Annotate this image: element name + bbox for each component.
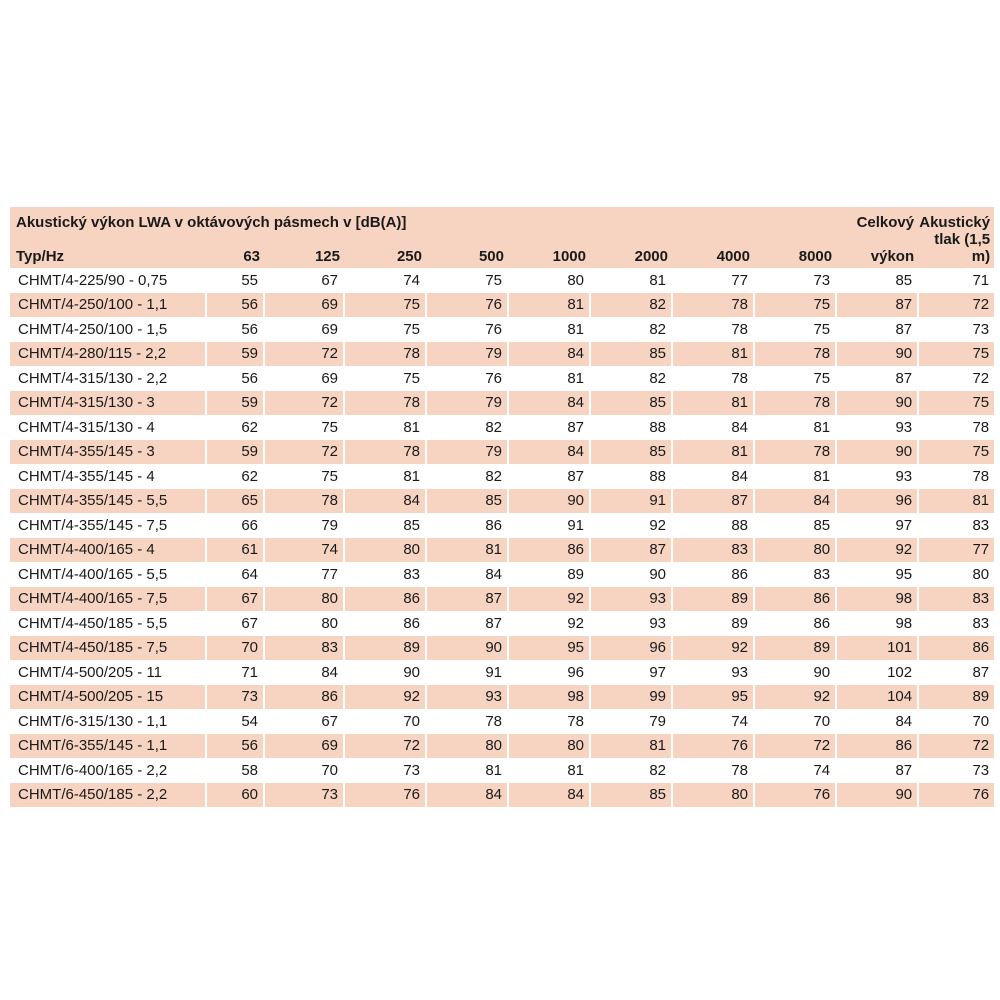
cell-lwa-2000: 90 (590, 562, 672, 587)
cell-lwa-63: 66 (206, 513, 264, 538)
cell-lwa-2000: 99 (590, 685, 672, 710)
freq-header-63: 63 (206, 231, 264, 268)
cell-lwa-125: 75 (264, 464, 344, 489)
cell-lwa-1000: 84 (508, 440, 590, 465)
cell-lwa-2000: 82 (590, 366, 672, 391)
table-row (10, 562, 994, 587)
cell-lwa-8000: 78 (754, 440, 836, 465)
cell-type: CHMT/4-280/115 - 2,2 (10, 342, 206, 367)
cell-lwa-2000: 85 (590, 440, 672, 465)
cell-lwa-8000: 90 (754, 660, 836, 685)
cell-lwa-8000: 75 (754, 293, 836, 318)
table-row (10, 660, 994, 685)
cell-type: CHMT/4-250/100 - 1,1 (10, 293, 206, 318)
cell-lwa-250: 72 (344, 734, 426, 759)
cell-lwa-4000: 77 (672, 268, 754, 293)
cell-lwa-8000: 83 (754, 562, 836, 587)
cell-lwa-1000: 95 (508, 636, 590, 661)
cell-total-power: 93 (836, 415, 918, 440)
cell-lwa-2000: 85 (590, 391, 672, 416)
cell-lwa-1000: 96 (508, 660, 590, 685)
cell-lwa-8000: 73 (754, 268, 836, 293)
table-row (10, 513, 994, 538)
cell-sound-pressure: 73 (918, 317, 994, 342)
cell-lwa-250: 70 (344, 709, 426, 734)
cell-lwa-63: 59 (206, 391, 264, 416)
cell-type: CHMT/4-400/165 - 5,5 (18, 565, 168, 583)
cell-lwa-125: 73 (264, 783, 344, 808)
cell-lwa-2000: 81 (590, 268, 672, 293)
cell-lwa-63: 65 (206, 489, 264, 514)
cell-sound-pressure: 75 (918, 342, 994, 367)
cell-lwa-125: 69 (264, 293, 344, 318)
freq-header-500: 500 (426, 231, 508, 268)
cell-lwa-500: 80 (426, 734, 508, 759)
cell-total-power: 90 (836, 440, 918, 465)
cell-lwa-250: 85 (344, 513, 426, 538)
cell-lwa-4000: 78 (672, 366, 754, 391)
cell-lwa-63: 54 (206, 709, 264, 734)
cell-total-power: 97 (836, 513, 918, 538)
cell-sound-pressure: 70 (918, 709, 994, 734)
cell-sound-pressure: 83 (918, 513, 994, 538)
cell-total-power: 96 (836, 489, 918, 514)
cell-lwa-8000: 81 (754, 464, 836, 489)
table-row (10, 489, 994, 514)
cell-total-power: 95 (836, 562, 918, 587)
table-row (10, 709, 994, 734)
cell-lwa-1000: 86 (508, 538, 590, 563)
freq-header-2000: 2000 (590, 231, 672, 268)
cell-lwa-250: 89 (344, 636, 426, 661)
table-row (10, 587, 994, 612)
cell-total-power: 98 (836, 611, 918, 636)
cell-lwa-63: 56 (206, 366, 264, 391)
cell-lwa-250: 86 (344, 587, 426, 612)
cell-lwa-8000: 75 (754, 366, 836, 391)
table-row (10, 685, 994, 710)
cell-lwa-2000: 85 (590, 783, 672, 808)
cell-lwa-1000: 92 (508, 611, 590, 636)
cell-lwa-500: 81 (426, 758, 508, 783)
column-header-row (10, 231, 994, 268)
table-row (10, 268, 994, 293)
cell-lwa-63: 56 (206, 734, 264, 759)
cell-lwa-1000: 87 (508, 415, 590, 440)
cell-lwa-63: 67 (206, 611, 264, 636)
cell-lwa-63: 67 (206, 587, 264, 612)
cell-lwa-4000: 81 (672, 440, 754, 465)
cell-sound-pressure: 86 (918, 636, 994, 661)
cell-lwa-250: 83 (344, 562, 426, 587)
cell-lwa-125: 72 (264, 342, 344, 367)
cell-lwa-63: 55 (206, 268, 264, 293)
cell-lwa-250: 74 (344, 268, 426, 293)
cell-lwa-125: 72 (264, 440, 344, 465)
cell-lwa-500: 76 (426, 317, 508, 342)
cell-sound-pressure: 80 (918, 562, 994, 587)
cell-lwa-2000: 93 (590, 611, 672, 636)
cell-lwa-4000: 78 (672, 293, 754, 318)
cell-lwa-500: 76 (426, 293, 508, 318)
cell-lwa-1000: 80 (508, 268, 590, 293)
cell-sound-pressure: 76 (918, 783, 994, 808)
cell-lwa-4000: 78 (672, 317, 754, 342)
cell-lwa-2000: 92 (590, 513, 672, 538)
cell-lwa-8000: 89 (754, 636, 836, 661)
cell-total-power: 101 (836, 636, 918, 661)
cell-total-power: 98 (836, 587, 918, 612)
cell-lwa-500: 79 (426, 391, 508, 416)
cell-lwa-4000: 87 (672, 489, 754, 514)
cell-lwa-8000: 72 (754, 734, 836, 759)
cell-lwa-125: 79 (264, 513, 344, 538)
freq-header-250: 250 (344, 231, 426, 268)
cell-lwa-8000: 92 (754, 685, 836, 710)
cell-lwa-125: 74 (264, 538, 344, 563)
cell-sound-pressure: 72 (918, 366, 994, 391)
table-row (10, 293, 994, 318)
freq-header-1000: 1000 (508, 231, 590, 268)
cell-lwa-250: 81 (344, 464, 426, 489)
cell-sound-pressure: 83 (918, 587, 994, 612)
cell-lwa-500: 82 (426, 464, 508, 489)
cell-lwa-4000: 84 (672, 464, 754, 489)
cell-lwa-1000: 78 (508, 709, 590, 734)
cell-lwa-2000: 82 (590, 317, 672, 342)
table-row (10, 391, 994, 416)
cell-total-power: 86 (836, 734, 918, 759)
cell-lwa-4000: 95 (672, 685, 754, 710)
cell-lwa-1000: 87 (508, 464, 590, 489)
cell-lwa-8000: 86 (754, 611, 836, 636)
cell-lwa-63: 70 (206, 636, 264, 661)
cell-lwa-250: 75 (344, 317, 426, 342)
cell-total-power: 92 (836, 538, 918, 563)
table-title: Akustický výkon LWA v oktávových pásmech v [dB(A)] (10, 207, 836, 231)
table-row (10, 317, 994, 342)
cell-sound-pressure: 71 (918, 268, 994, 293)
cell-lwa-63: 61 (206, 538, 264, 563)
cell-lwa-125: 69 (264, 317, 344, 342)
cell-lwa-4000: 74 (672, 709, 754, 734)
table-row (10, 636, 994, 661)
cell-lwa-4000: 89 (672, 611, 754, 636)
cell-sound-pressure: 77 (918, 538, 994, 563)
cell-lwa-1000: 80 (508, 734, 590, 759)
cell-type: CHMT/4-400/165 - 7,5 (10, 587, 206, 612)
cell-lwa-125: 69 (264, 366, 344, 391)
cell-lwa-4000: 92 (672, 636, 754, 661)
cell-lwa-500: 87 (426, 587, 508, 612)
cell-lwa-500: 79 (426, 440, 508, 465)
cell-lwa-63: 60 (206, 783, 264, 808)
cell-sound-pressure: 81 (918, 489, 994, 514)
cell-lwa-125: 72 (264, 391, 344, 416)
table-row (10, 366, 994, 391)
cell-type: CHMT/4-450/185 - 5,5 (18, 614, 168, 632)
table-row (10, 758, 994, 783)
freq-header-4000: 4000 (672, 231, 754, 268)
cell-lwa-250: 81 (344, 415, 426, 440)
cell-lwa-63: 58 (206, 758, 264, 783)
cell-lwa-8000: 86 (754, 587, 836, 612)
cell-type: CHMT/4-500/205 - 15 (10, 685, 206, 710)
cell-lwa-63: 71 (206, 660, 264, 685)
cell-type: CHMT/4-225/90 - 0,75 (18, 271, 168, 289)
cell-total-power: 102 (836, 660, 918, 685)
cell-lwa-1000: 84 (508, 391, 590, 416)
cell-lwa-8000: 75 (754, 317, 836, 342)
cell-lwa-500: 75 (426, 268, 508, 293)
cell-type: CHMT/4-355/145 - 7,5 (18, 516, 168, 534)
table-row (10, 415, 994, 440)
cell-lwa-63: 56 (206, 293, 264, 318)
cell-lwa-500: 93 (426, 685, 508, 710)
cell-total-power: 87 (836, 366, 918, 391)
cell-type: CHMT/4-355/145 - 3 (10, 440, 206, 465)
cell-lwa-125: 67 (264, 268, 344, 293)
cell-total-power: 87 (836, 317, 918, 342)
cell-lwa-63: 59 (206, 440, 264, 465)
cell-lwa-1000: 90 (508, 489, 590, 514)
cell-lwa-2000: 82 (590, 758, 672, 783)
cell-lwa-4000: 83 (672, 538, 754, 563)
cell-lwa-8000: 78 (754, 391, 836, 416)
type-hz-header: Typ/Hz (10, 231, 206, 268)
cell-lwa-4000: 89 (672, 587, 754, 612)
cell-sound-pressure: 78 (918, 464, 994, 489)
cell-lwa-4000: 81 (672, 391, 754, 416)
cell-lwa-250: 80 (344, 538, 426, 563)
cell-type: CHMT/4-450/185 - 7,5 (10, 636, 206, 661)
freq-header-8000: 8000 (754, 231, 836, 268)
cell-lwa-125: 77 (264, 562, 344, 587)
cell-lwa-250: 78 (344, 440, 426, 465)
cell-lwa-125: 78 (264, 489, 344, 514)
cell-lwa-8000: 81 (754, 415, 836, 440)
cell-lwa-1000: 92 (508, 587, 590, 612)
cell-sound-pressure: 75 (918, 391, 994, 416)
cell-total-power: 104 (836, 685, 918, 710)
cell-lwa-125: 84 (264, 660, 344, 685)
cell-lwa-250: 90 (344, 660, 426, 685)
table-title-row (10, 207, 994, 231)
cell-type: CHMT/6-355/145 - 1,1 (10, 734, 206, 759)
pressure-header-line1: Akustický (918, 207, 994, 231)
cell-type: CHMT/4-355/145 - 5,5 (10, 489, 206, 514)
cell-lwa-2000: 88 (590, 464, 672, 489)
cell-total-power: 90 (836, 391, 918, 416)
cell-lwa-2000: 79 (590, 709, 672, 734)
cell-lwa-2000: 93 (590, 587, 672, 612)
table-row (10, 611, 994, 636)
cell-total-power: 87 (836, 758, 918, 783)
total-power-header-line2: výkon (836, 231, 918, 268)
cell-lwa-1000: 98 (508, 685, 590, 710)
cell-lwa-8000: 85 (754, 513, 836, 538)
cell-type: CHMT/4-500/205 - 11 (18, 663, 162, 681)
cell-lwa-250: 75 (344, 293, 426, 318)
cell-total-power: 87 (836, 293, 918, 318)
cell-type: CHMT/4-355/145 - 4 (18, 467, 155, 485)
cell-sound-pressure: 87 (918, 660, 994, 685)
cell-lwa-500: 79 (426, 342, 508, 367)
cell-sound-pressure: 73 (918, 758, 994, 783)
cell-lwa-250: 86 (344, 611, 426, 636)
cell-lwa-500: 84 (426, 783, 508, 808)
cell-lwa-4000: 88 (672, 513, 754, 538)
table-row (10, 538, 994, 563)
cell-lwa-1000: 81 (508, 293, 590, 318)
cell-lwa-500: 86 (426, 513, 508, 538)
cell-sound-pressure: 83 (918, 611, 994, 636)
cell-lwa-500: 76 (426, 366, 508, 391)
cell-lwa-250: 92 (344, 685, 426, 710)
cell-lwa-500: 90 (426, 636, 508, 661)
cell-lwa-1000: 91 (508, 513, 590, 538)
cell-lwa-250: 76 (344, 783, 426, 808)
table-row (10, 783, 994, 808)
cell-lwa-125: 69 (264, 734, 344, 759)
cell-type: CHMT/6-315/130 - 1,1 (18, 712, 168, 730)
cell-type: CHMT/4-315/130 - 3 (10, 391, 206, 416)
cell-lwa-8000: 74 (754, 758, 836, 783)
cell-lwa-250: 78 (344, 342, 426, 367)
cell-lwa-63: 56 (206, 317, 264, 342)
cell-sound-pressure: 72 (918, 293, 994, 318)
cell-lwa-8000: 84 (754, 489, 836, 514)
cell-lwa-4000: 81 (672, 342, 754, 367)
cell-sound-pressure: 89 (918, 685, 994, 710)
cell-lwa-1000: 81 (508, 317, 590, 342)
acoustic-power-table (10, 207, 994, 807)
table-row (10, 464, 994, 489)
cell-total-power: 84 (836, 709, 918, 734)
cell-lwa-8000: 70 (754, 709, 836, 734)
freq-header-125: 125 (264, 231, 344, 268)
cell-lwa-500: 87 (426, 611, 508, 636)
cell-total-power: 93 (836, 464, 918, 489)
cell-lwa-500: 82 (426, 415, 508, 440)
cell-lwa-1000: 84 (508, 342, 590, 367)
cell-total-power: 90 (836, 783, 918, 808)
cell-lwa-500: 91 (426, 660, 508, 685)
cell-type: CHMT/4-400/165 - 4 (10, 538, 206, 563)
cell-lwa-500: 81 (426, 538, 508, 563)
cell-lwa-500: 84 (426, 562, 508, 587)
cell-lwa-2000: 85 (590, 342, 672, 367)
cell-type: CHMT/6-400/165 - 2,2 (18, 761, 168, 779)
table-row (10, 342, 994, 367)
cell-lwa-1000: 89 (508, 562, 590, 587)
cell-lwa-4000: 76 (672, 734, 754, 759)
cell-lwa-63: 62 (206, 464, 264, 489)
cell-lwa-500: 85 (426, 489, 508, 514)
cell-lwa-250: 84 (344, 489, 426, 514)
cell-total-power: 85 (836, 268, 918, 293)
cell-lwa-500: 78 (426, 709, 508, 734)
cell-lwa-8000: 76 (754, 783, 836, 808)
cell-lwa-250: 75 (344, 366, 426, 391)
cell-lwa-8000: 78 (754, 342, 836, 367)
cell-lwa-1000: 84 (508, 783, 590, 808)
cell-lwa-4000: 86 (672, 562, 754, 587)
cell-lwa-250: 78 (344, 391, 426, 416)
cell-lwa-4000: 80 (672, 783, 754, 808)
cell-type: CHMT/4-315/130 - 2,2 (18, 369, 168, 387)
cell-type: CHMT/4-250/100 - 1,5 (18, 320, 168, 338)
cell-lwa-8000: 80 (754, 538, 836, 563)
cell-lwa-4000: 93 (672, 660, 754, 685)
cell-lwa-125: 80 (264, 611, 344, 636)
cell-lwa-2000: 87 (590, 538, 672, 563)
cell-lwa-2000: 96 (590, 636, 672, 661)
cell-lwa-63: 62 (206, 415, 264, 440)
table-body (10, 268, 994, 807)
cell-sound-pressure: 72 (918, 734, 994, 759)
cell-lwa-1000: 81 (508, 758, 590, 783)
pressure-header-line2: tlak (1,5 m) (918, 231, 994, 268)
cell-sound-pressure: 75 (918, 440, 994, 465)
cell-lwa-63: 64 (206, 562, 264, 587)
cell-lwa-4000: 78 (672, 758, 754, 783)
cell-lwa-2000: 88 (590, 415, 672, 440)
cell-type: CHMT/6-450/185 - 2,2 (10, 783, 206, 808)
cell-lwa-2000: 91 (590, 489, 672, 514)
cell-lwa-63: 59 (206, 342, 264, 367)
cell-type: CHMT/4-315/130 - 4 (18, 418, 155, 436)
cell-lwa-63: 73 (206, 685, 264, 710)
cell-lwa-250: 73 (344, 758, 426, 783)
table-row (10, 440, 994, 465)
cell-lwa-125: 83 (264, 636, 344, 661)
total-power-header-line1: Celkový (836, 207, 918, 231)
cell-lwa-2000: 97 (590, 660, 672, 685)
cell-total-power: 90 (836, 342, 918, 367)
cell-lwa-1000: 81 (508, 366, 590, 391)
cell-lwa-125: 86 (264, 685, 344, 710)
cell-lwa-2000: 81 (590, 734, 672, 759)
cell-sound-pressure: 78 (918, 415, 994, 440)
cell-lwa-125: 80 (264, 587, 344, 612)
cell-lwa-4000: 84 (672, 415, 754, 440)
cell-lwa-2000: 82 (590, 293, 672, 318)
cell-lwa-125: 70 (264, 758, 344, 783)
cell-lwa-125: 75 (264, 415, 344, 440)
table-row (10, 734, 994, 759)
cell-lwa-125: 67 (264, 709, 344, 734)
